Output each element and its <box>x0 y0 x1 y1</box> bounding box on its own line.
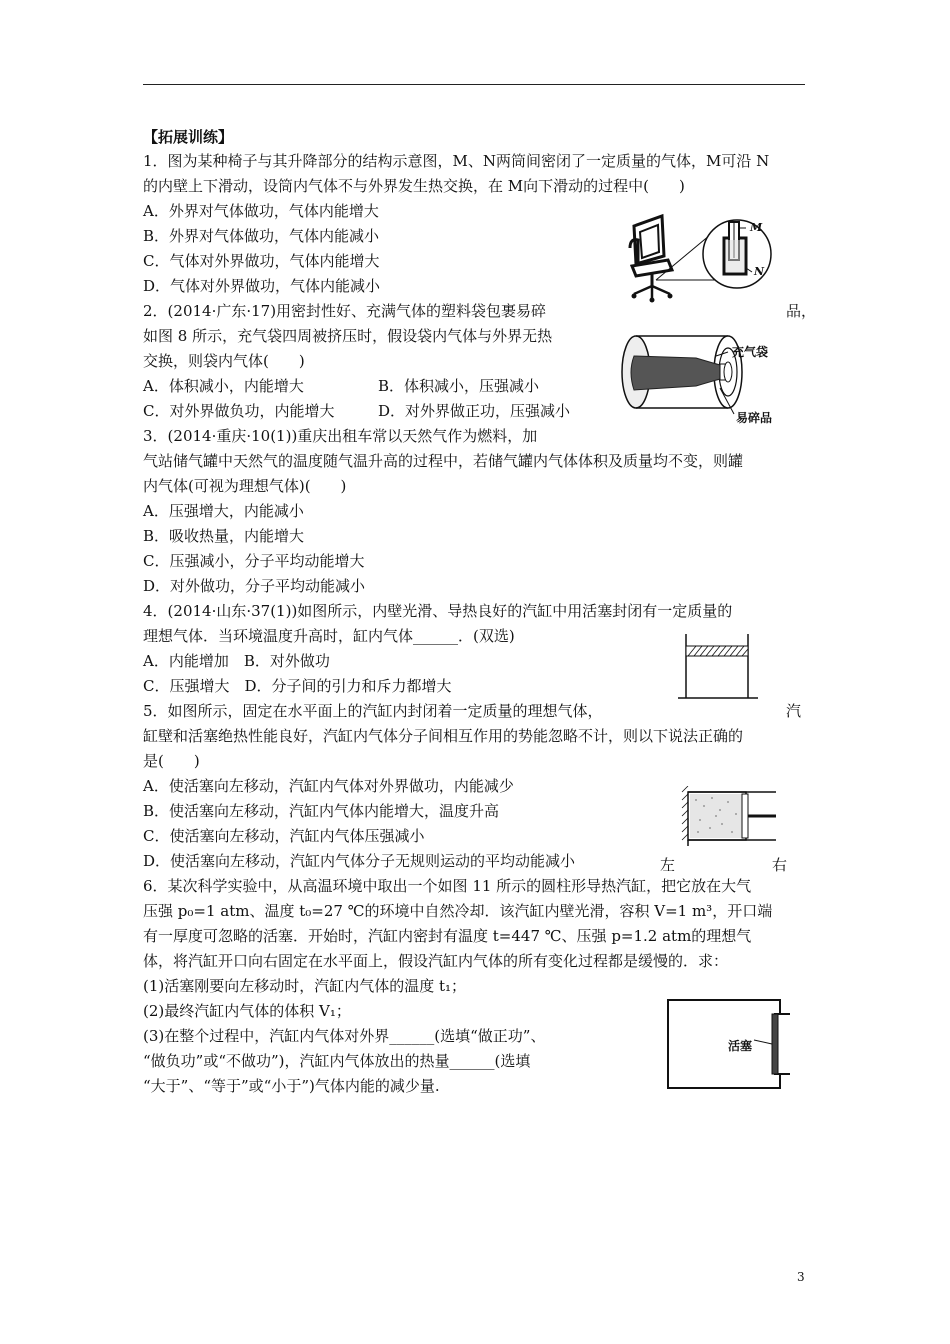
q5-option-c: C．使活塞向左移动，汽缸内气体压强减小 <box>143 827 425 845</box>
q6-line1: 6．某次科学实验中，从高温环境中取出一个如图 11 所示的圆柱形导热汽缸，把它放在大气 <box>143 877 752 895</box>
q1-option-c: C．气体对外界做功，气体内能增大 <box>143 252 380 270</box>
q6-part3-line1: (3)在整个过程中，汽缸内气体对外界______(选填“做正功”、 <box>143 1027 546 1045</box>
q3-stem-line3: 内气体(可视为理想气体)( ) <box>143 477 347 495</box>
q5-stem-line1-end: 汽 <box>786 702 802 720</box>
q1-label-n: N <box>754 265 765 278</box>
section-title: 【拓展训练】 <box>143 128 234 146</box>
q2-label-airbag: 充气袋 <box>732 345 769 359</box>
q5-stem-line3: 是( ) <box>143 752 200 770</box>
q2-stem-line1: 2．(2014·广东·17)用密封性好、充满气体的塑料袋包裹易碎 <box>143 302 547 320</box>
q1-option-b: B．外界对气体做功，气体内能减小 <box>143 227 380 245</box>
q5-stem-line1: 5．如图所示，固定在水平面上的汽缸内封闭着一定质量的理想气体， <box>143 702 603 720</box>
q3-option-d: D．对外做功，分子平均动能减小 <box>143 577 366 595</box>
q6-part2: (2)最终汽缸内气体的体积 V₁； <box>143 1002 351 1020</box>
header-rule <box>143 84 805 85</box>
q2-stem-line3: 交换，则袋内气体( ) <box>143 352 305 370</box>
q2-stem-line2: 如图 8 所示，充气袋四周被挤压时，假设袋内气体与外界无热 <box>143 327 553 345</box>
q3-stem-line1: 3．(2014·重庆·10(1))重庆出租车常以天然气作为燃料，加 <box>143 427 538 445</box>
q4-options-cd: C．压强增大 D．分子间的引力和斥力都增大 <box>143 677 452 695</box>
q5-stem-line2: 缸壁和活塞绝热性能良好，汽缸内气体分子间相互作用的势能忽略不计，则以下说法正确的 <box>143 727 744 745</box>
q2-option-d: D．对外界做正功，压强减小 <box>378 402 571 420</box>
q6-cylinder-figure <box>662 994 792 1094</box>
q5-label-left: 左 <box>660 856 676 874</box>
q2-option-c: C．对外界做负功，内能增大 <box>143 402 335 420</box>
q1-label-m: M <box>750 221 763 234</box>
q6-line2: 压强 p₀=1 atm、温度 t₀=27 ℃的环境中自然冷却．该汽缸内壁光滑，容积 V=1 m³，开口端 <box>143 902 773 920</box>
q3-option-a: A．压强增大，内能减小 <box>143 502 304 520</box>
q6-part3-line3: “大于”、“等于”或“小于”)气体内能的减少量. <box>143 1077 440 1095</box>
q5-cylinder-figure <box>660 786 800 848</box>
q4-stem-line1: 4．(2014·山东·37(1))如图所示，内壁光滑、导热良好的汽缸中用活塞封闭有一定质量的 <box>143 602 733 620</box>
q2-option-b: B．体积减小，压强减小 <box>378 377 540 395</box>
q6-line3: 有一厚度可忽略的活塞．开始时，汽缸内密封有温度 t=447 ℃、压强 p=1.2 atm的理想气 <box>143 927 752 945</box>
q1-stem-line1: 1．图为某种椅子与其升降部分的结构示意图，M、N两筒间密闭了一定质量的气体，M可沿 N <box>143 152 770 170</box>
q1-stem-line2: 的内壁上下滑动，设筒内气体不与外界发生热交换，在 M向下滑动的过程中( ) <box>143 177 685 195</box>
q5-label-right: 右 <box>772 856 788 874</box>
q5-option-b: B．使活塞向左移动，汽缸内气体内能增大，温度升高 <box>143 802 500 820</box>
q2-label-fragile: 易碎品 <box>736 411 773 425</box>
q6-line4: 体，将汽缸开口向右固定在水平面上，假设汽缸内气体的所有变化过程都是缓慢的．求： <box>143 952 729 970</box>
page-number: 3 <box>797 1270 805 1284</box>
q6-part3-line2: “做负功”或“不做功”)，汽缸内气体放出的热量______(选填 <box>143 1052 531 1070</box>
q5-option-d: D．使活塞向左移动，汽缸内气体分子无规则运动的平均动能减小 <box>143 852 576 870</box>
q6-part1: (1)活塞刚要向左移动时，汽缸内气体的温度 t₁； <box>143 977 467 995</box>
q1-option-d: D．气体对外界做功，气体内能减小 <box>143 277 381 295</box>
q4-options-ab: A．内能增加 B．对外做功 <box>143 652 330 670</box>
q3-stem-line2: 气站储气罐中天然气的温度随气温升高的过程中，若储气罐内气体体积及质量均不变，则罐 <box>143 452 744 470</box>
q5-option-a: A．使活塞向左移动，汽缸内气体对外界做功，内能减少 <box>143 777 514 795</box>
q6-label-piston: 活塞 <box>728 1039 753 1053</box>
q2-option-a: A．体积减小，内能增大 <box>143 377 304 395</box>
q2-stem-line1-end: 品， <box>786 302 817 320</box>
q4-cylinder-figure <box>678 628 768 700</box>
q3-option-c: C．压强减小，分子平均动能增大 <box>143 552 365 570</box>
q4-stem-line2: 理想气体．当环境温度升高时，缸内气体______．(双选) <box>143 627 515 645</box>
q1-option-a: A．外界对气体做功，气体内能增大 <box>143 202 379 220</box>
q3-option-b: B．吸收热量，内能增大 <box>143 527 305 545</box>
